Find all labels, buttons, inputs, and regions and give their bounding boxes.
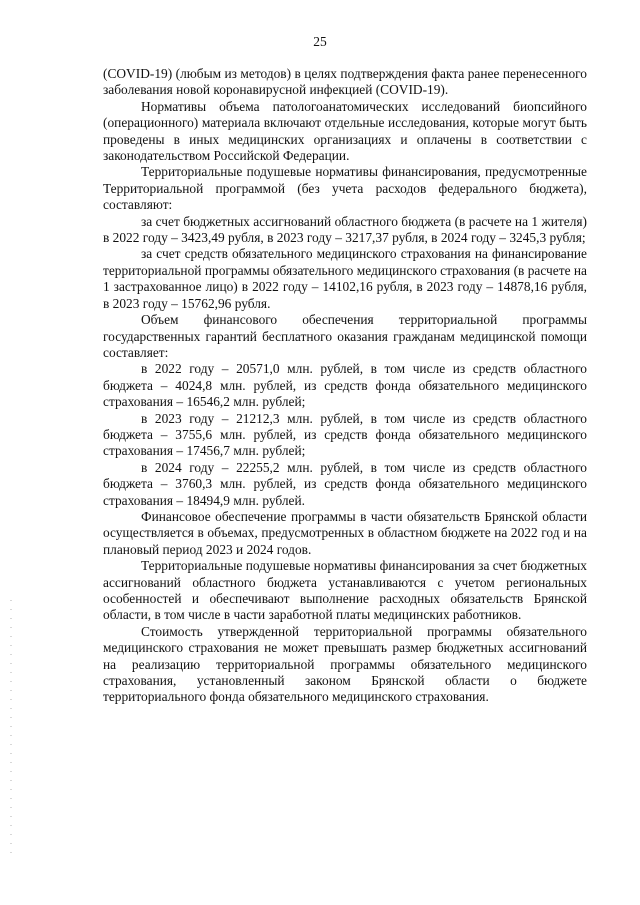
- scan-edge-marks: [10, 600, 12, 860]
- paragraph-regional-obligations: Финансовое обеспечение программы в части обязательств Брянской области осуществляется в объемах, предусмотренных в областном бюджете на 2022 год и на плановый период 2023 и 2024 годов.: [103, 508, 587, 557]
- paragraph-funding-2024: в 2024 году – 22255,2 млн. рублей, в том числе из средств областного бюджета – 3760,3 млн. рублей, из средств фонда обязательного медицинского страхования – 18494,9 млн. рублей.: [103, 459, 587, 508]
- paragraph-per-capita-norms-intro: Территориальные подушевые нормативы финансирования, предусмотренные Территориальной программой (без учета расходов федерального бюджета), составляют:: [103, 164, 587, 213]
- paragraph-pathology-norms: Нормативы объема патологоанатомических исследований биопсийного (операционного) материала включают отдельные исследования, которые могут быть проведены в иных медицинских организациях и оплачены в соответствии с законодательством Российской Федерации.: [103, 98, 587, 164]
- document-body: [103, 66, 587, 706]
- paragraph-oms-norms: за счет средств обязательного медицинского страхования на финансирование территориальной программы обязательного медицинского страхования (в расчете на 1 застрахованное лицо) в 2022 году – 14102,16 рубля, в 2023 году – 14878,16 рубля, в 2023 году – 15762,96 рубля.: [103, 246, 587, 311]
- paragraph-funding-2022: в 2022 году – 20571,0 млн. рублей, в том числе из средств областного бюджета – 4024,8 млн. рублей, из средств фонда обязательного медицинского страхования – 16546,2 млн. рублей;: [103, 361, 587, 410]
- paragraph-covid-continuation: (COVID-19) (любым из методов) в целях подтверждения факта ранее перенесенного заболевания новой коронавирусной инфекцией (COVID-19).: [103, 66, 587, 98]
- page-number: 25: [313, 34, 327, 49]
- paragraph-regional-budget-norms: за счет бюджетных ассигнований областного бюджета (в расчете на 1 жителя) в 2022 году – 3423,49 рубля, в 2023 году – 3217,37 рубля, в 2024 году – 3245,3 рубля;: [103, 213, 587, 246]
- paragraph-funding-2023: в 2023 году – 21212,3 млн. рублей, в том числе из средств областного бюджета – 3755,6 млн. рублей, из средств фонда обязательного медицинского страхования – 17456,7 млн. рублей;: [103, 410, 587, 459]
- paragraph-oms-program-cost: Стоимость утвержденной территориальной программы обязательного медицинского страхования не может превышать размер бюджетных ассигнований на реализацию территориальной программы обязательного медицинского страхования, установленный законом Брянской области о бюджете территориального фонда обязательного медицинского страхования.: [103, 623, 587, 705]
- paragraph-funding-volume-intro: Объем финансового обеспечения территориальной программы государственных гарантий бесплатного оказания гражданам медицинской помощи составляет:: [103, 312, 587, 360]
- paragraph-norms-regional-features: Территориальные подушевые нормативы финансирования за счет бюджетных ассигнований областного бюджета устанавливаются с учетом региональных особенностей и обеспечивают выполнение расходных обязательств Брянской области, в том числе в части заработной платы медицинских работников.: [103, 558, 587, 623]
